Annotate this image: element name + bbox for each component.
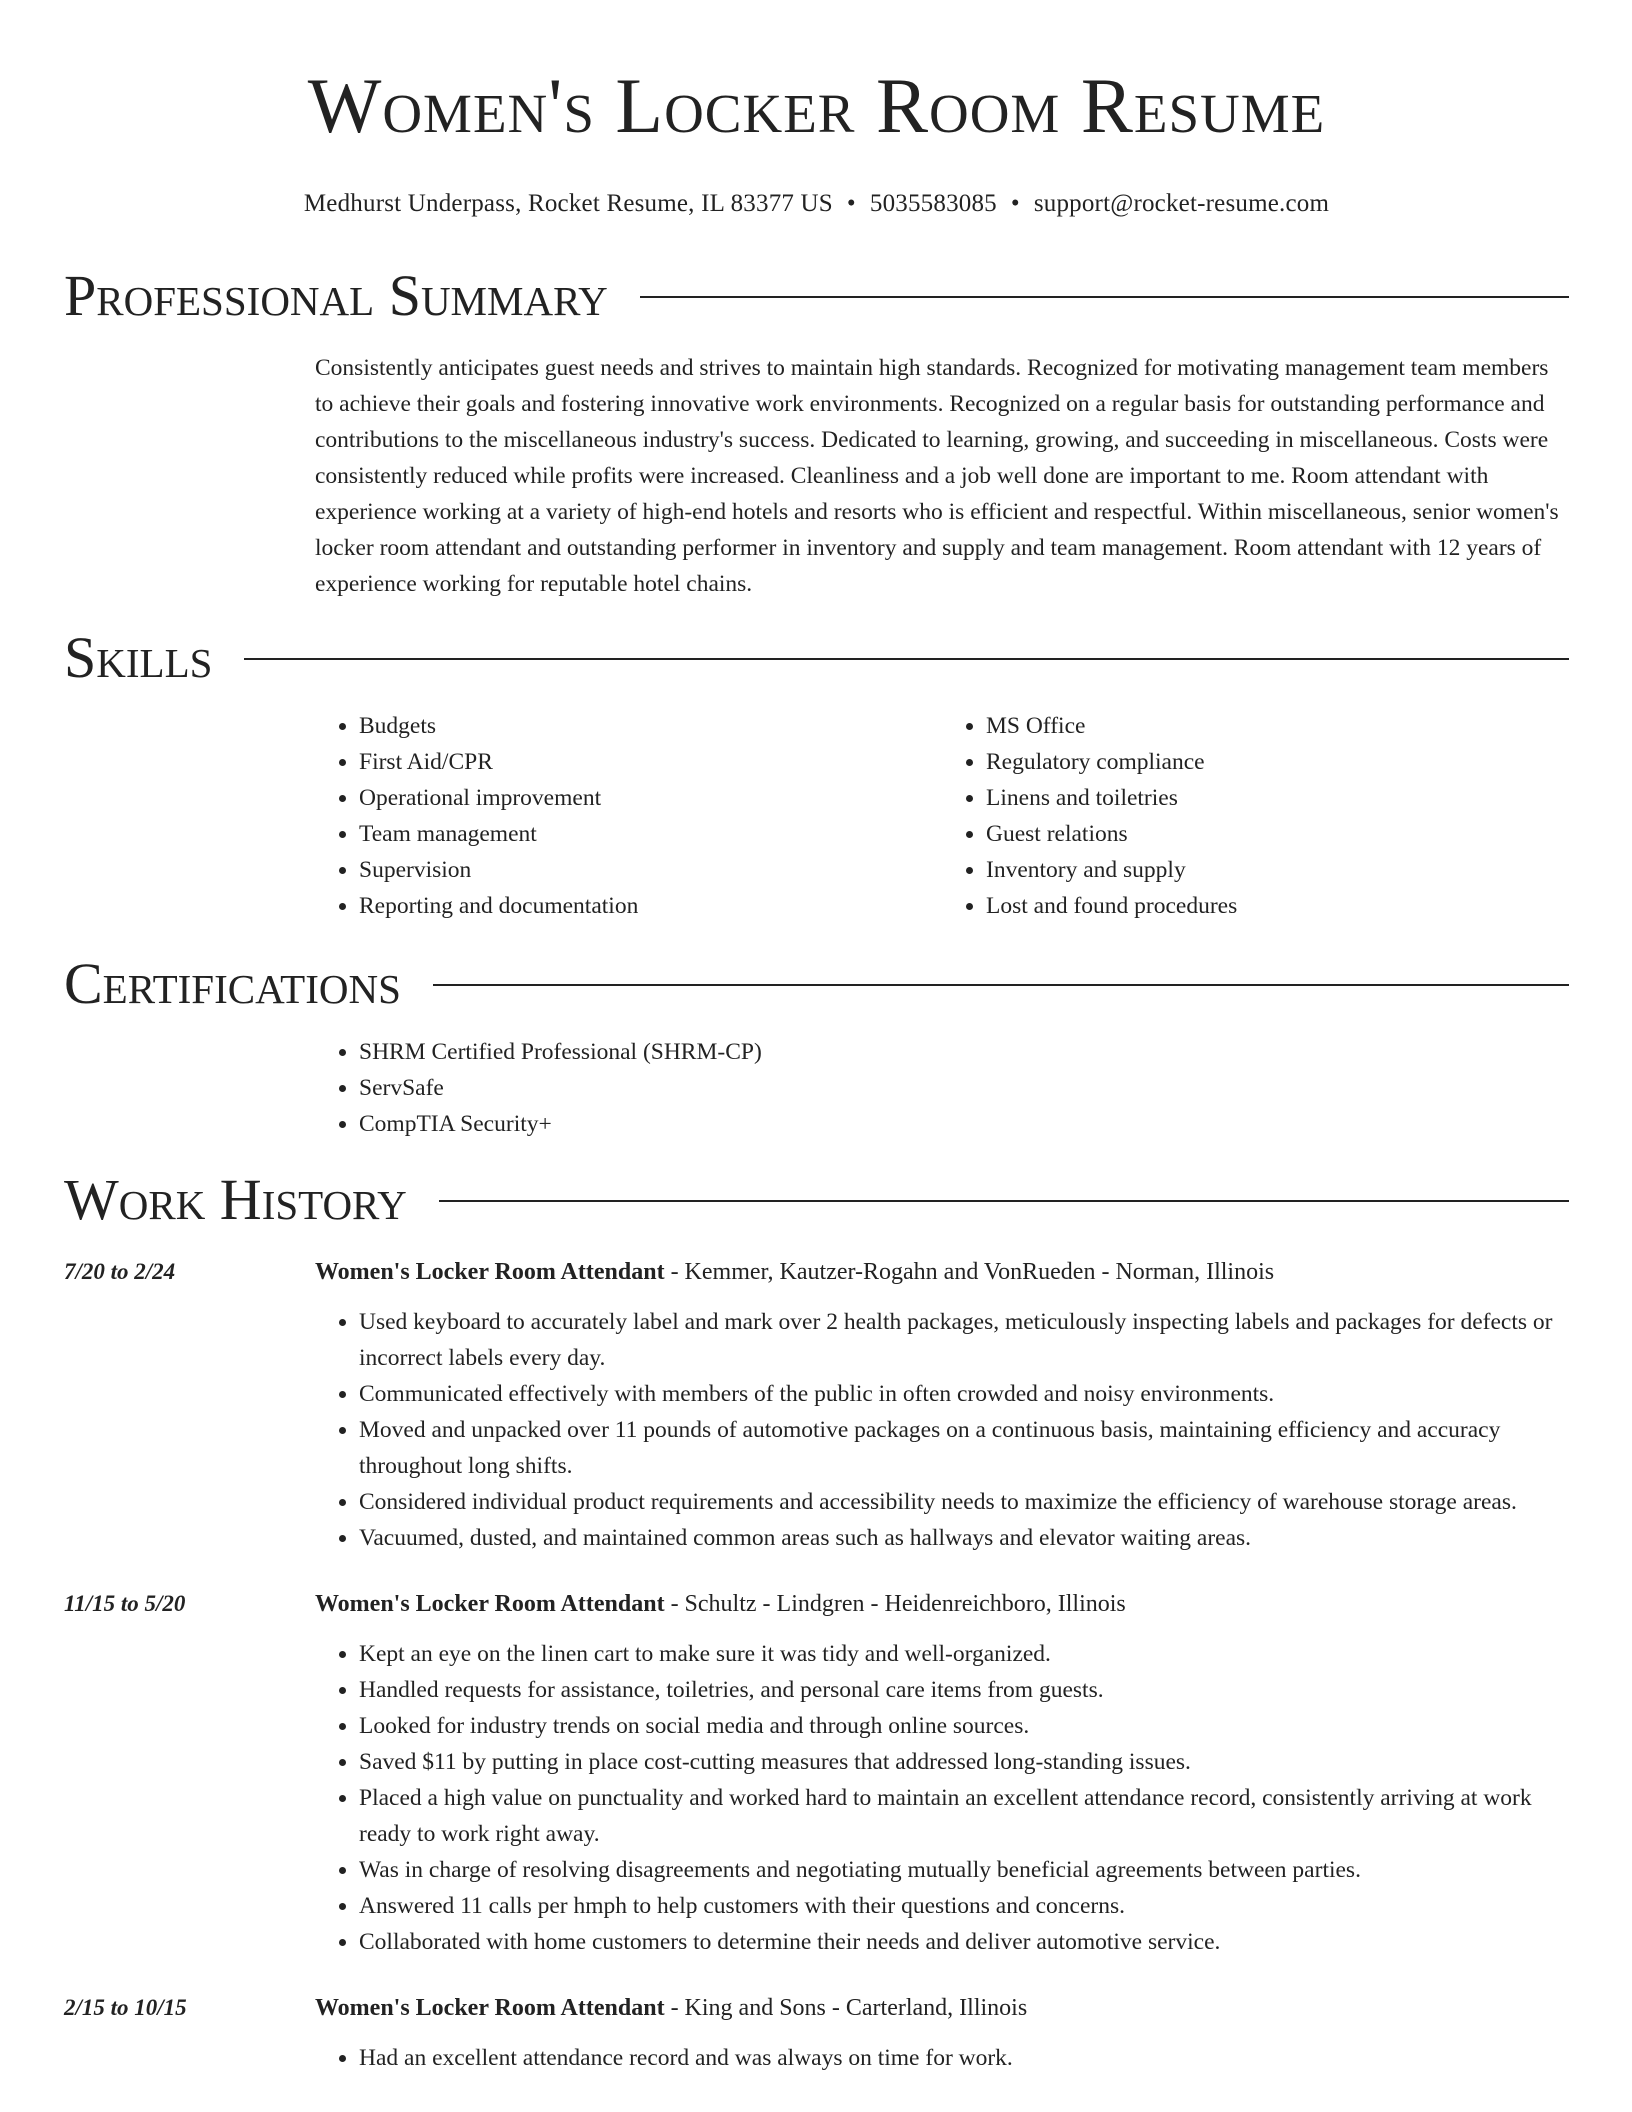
skill-item: • Budgets [359,708,942,744]
skills-column-right [942,708,1569,924]
skill-item: • Linens and toiletries [986,780,1569,816]
job-content [315,1990,1569,2076]
divider [244,658,1569,660]
job-bullet: • Kept an eye on the linen cart to make sure it was tidy and well-organized. [359,1636,1569,1672]
section-title: Work History [64,1167,407,1232]
cert-items [315,1034,1569,1142]
job-content [315,1254,1569,1556]
job-bullet: • Had an excellent attendance record and was always on time for work. [359,2040,1569,2076]
skills-section-header [64,625,1569,690]
section-title: Professional Summary [64,263,608,328]
address: Medhurst Underpass, Rocket Resume, IL 83377 US [303,190,833,217]
job-dates: 7/20 to 2/24 [64,1259,176,1284]
job-title: Women's Locker Room Attendant [315,1259,665,1285]
job-bullet: • Collaborated with home customers to determine their needs and deliver automotive service. [359,1924,1569,1960]
job-bullet: • Answered 11 calls per hmph to help customers with their questions and concerns. [359,1888,1569,1924]
email: support@rocket-resume.com [1033,190,1330,217]
job-bullet: • Vacuumed, dusted, and maintained common areas such as hallways and elevator waiting areas. [359,1520,1569,1556]
job-bullet: • Saved $11 by putting in place cost-cutting measures that addressed long-standing issues. [359,1744,1569,1780]
work-history-section-header [64,1167,1569,1232]
job-bullets [315,1636,1569,1960]
contact-line [64,188,1569,220]
summary-text: Consistently anticipates guest needs and strives to maintain high standards. Recognized for motivating management team members to achieve their goals and fostering innovative work environments. Recognized on a regular basis for outstanding performance and contributions to the miscellaneous industry's success. Dedicated to learning, growing, and succeeding in miscellaneous. Costs were consistently reduced while profits were increased. Cleanliness and a job well done are important to me. Room attendant with experience working at a variety of high-end hotels and resorts who is efficient and respectful. Within miscellaneous, senior women's locker room attendant and outstanding performer in inventory and supply and team management. Room attendant with 12 years of experience working for reputable hotel chains. [315,355,1559,597]
skill-item: • Operational improvement [359,780,942,816]
resume-page [64,0,1569,2076]
job-bullet: • Was in charge of resolving disagreements and negotiating mutually beneficial agreements between parties. [359,1852,1569,1888]
skill-item: • First Aid/CPR [359,744,942,780]
section-title: Certifications [64,951,401,1016]
job-bullet: • Placed a high value on punctuality and worked hard to maintain an excellent attendance record, consistently arriving at work ready to work right away. [359,1780,1569,1852]
job-entry [64,1586,1569,1960]
job-entry [64,1254,1569,1556]
job-title: Women's Locker Room Attendant [315,1995,665,2021]
job-content [315,1586,1569,1960]
phone: 5035583085 [869,190,997,217]
separator: • [846,190,856,217]
resume-title: Women's Locker Room Resume [307,62,1326,149]
job-employer-location: - King and Sons - Carterland, Illinois [664,1995,1028,2021]
job-bullets [315,2040,1569,2076]
job-bullet: • Used keyboard to accurately label and mark over 2 health packages, meticulously inspecting labels and packages for defects or incorrect labels every day. [359,1304,1569,1376]
skill-item: • MS Office [986,708,1569,744]
job-heading [315,1254,1569,1290]
job-bullet: • Looked for industry trends on social media and through online sources. [359,1708,1569,1744]
certification-item: • CompTIA Security+ [359,1106,1569,1142]
certification-item: • ServSafe [359,1070,1569,1106]
summary-section-header [64,263,1569,328]
job-heading [315,1586,1569,1622]
skills-list [315,708,1569,924]
divider [640,296,1569,298]
job-bullets [315,1304,1569,1556]
skill-item: • Inventory and supply [986,852,1569,888]
certifications-list [315,1034,1569,1142]
certification-item: • SHRM Certified Professional (SHRM-CP) [359,1034,1569,1070]
section-title: Skills [64,625,213,690]
certifications-section-header [64,951,1569,1016]
job-dates: 2/15 to 10/15 [64,1995,187,2020]
job-bullet: • Considered individual product requirements and accessibility needs to maximize the efficiency of warehouse storage areas. [359,1484,1569,1520]
divider [433,984,1569,986]
job-employer-location: - Kemmer, Kautzer-Rogahn and VonRueden - Norman, Illinois [664,1259,1275,1285]
job-dates: 11/15 to 5/20 [64,1591,186,1616]
separator: • [1010,190,1020,217]
skills-column-left [315,708,942,924]
divider [439,1200,1569,1202]
job-entry [64,1990,1569,2076]
work-history-list [64,1254,1569,2076]
skill-item: • Supervision [359,852,942,888]
job-bullet: • Handled requests for assistance, toiletries, and personal care items from guests. [359,1672,1569,1708]
skill-item: • Reporting and documentation [359,888,942,924]
skill-item: • Team management [359,816,942,852]
skill-item: • Guest relations [986,816,1569,852]
job-bullet: • Communicated effectively with members of the public in often crowded and noisy environments. [359,1376,1569,1412]
skill-item: • Regulatory compliance [986,744,1569,780]
job-bullet: • Moved and unpacked over 11 pounds of automotive packages on a continuous basis, maintaining efficiency and accuracy throughout long shifts. [359,1412,1569,1484]
skill-item: • Lost and found procedures [986,888,1569,924]
job-title: Women's Locker Room Attendant [315,1591,665,1617]
job-heading [315,1990,1569,2026]
job-employer-location: - Schultz - Lindgren - Heidenreichboro, Illinois [664,1591,1126,1617]
